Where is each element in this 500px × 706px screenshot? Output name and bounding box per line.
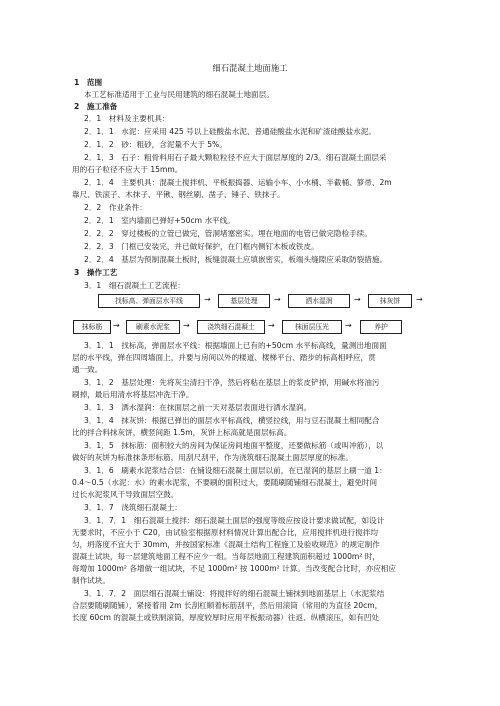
paragraph: 2．1．3 石子：粗骨料用石子最大颗粒粒径不应大于面层厚度的 2/3。细石混凝土面层采	[84, 153, 387, 162]
flow-step-box: 抹标筋	[73, 320, 111, 334]
paragraph: 层的水平线，弹在四周墙面上，并要与房间以外的楼道、楼梯平台、踏步的标高相呼应，贯	[72, 353, 376, 362]
paragraph: 2．2．4 基层为预制混凝土板时，板缝混凝土应填嵌密实，板端头缝隙应采取防裂措施。	[84, 255, 388, 264]
paragraph: 3．1．3 洒水湿润：在抹面层之前一天对基层表面进行洒水湿润。	[84, 403, 312, 412]
flow-step-box: 浇筑细石混凝土	[197, 320, 265, 334]
paragraph: 3．1．6 刷素水泥浆结合层：在铺设细石混凝土面层以前，在已湿润的基层上刷一道 1：	[84, 466, 387, 475]
flow-step-box: 抹面层压光	[282, 320, 342, 334]
flow-step-box: 洒水湿润	[288, 294, 350, 308]
flow-arrow-icon: →	[183, 321, 190, 330]
flow-arrow-icon: →	[416, 295, 423, 304]
subsection-heading: 2．1 材料及主要机具：	[84, 114, 170, 123]
paragraph: 2．2．1 室内墙面已弹好+50cm 水平线。	[84, 216, 235, 225]
flow-arrow-icon: →	[113, 321, 120, 330]
paragraph: 2．1．2 砂：粗砂，含泥量不大于 5%。	[84, 140, 227, 149]
flow-arrow-icon: →	[274, 295, 281, 304]
paragraph: 靠尺、铁滚子、木抹子、平锹、钢丝刷、凿子、锤子、铁抹子。	[72, 190, 285, 199]
paragraph: 3．1．4 抹灰饼：根据已弹出的面层水平标高线，横竖拉线，用与豆石混凝土相同配合	[84, 416, 380, 425]
section-heading: 3 操作工艺	[74, 268, 118, 277]
flow-arrow-icon: →	[268, 321, 275, 330]
paragraph: 匀，坍落度不宜大于 30mm，并按国家标准《混凝土结构工程施工及验收规范》的规定制作	[72, 540, 380, 549]
paragraph: 3．1．2 基层处理：先将灰尘清扫干净，然后将粘在基层上的浆皮铲掉，用碱水将油污	[84, 378, 380, 387]
paragraph: 通一致。	[72, 365, 103, 374]
paragraph: 3．1．7．1 细石混凝土搅拌：细石混凝土面层的强度等级应按设计要求做试配，如设计	[84, 516, 385, 525]
paragraph: 用的石子粒径不应大于 15mm。	[72, 165, 183, 174]
paragraph: 比的拌合料抹灰饼，横竖间距 1.5m，灰饼上标高就是面层标高。	[72, 428, 292, 437]
section-heading: 1 范围	[74, 78, 103, 87]
paragraph: 2．1．4 主要机具：混凝土搅拌机、平板振捣器、运输小车、小水桶、半截桶、箩帚、2m	[84, 178, 392, 187]
paragraph: 混凝土试块，每一层建筑地面工程不应少一组。当每层地面工程建筑面积超过 1000m² 时，	[72, 552, 380, 561]
subsection-heading: 3．1 细石混凝土工艺流程：	[84, 281, 185, 290]
paragraph: 制作试块。	[72, 576, 110, 585]
section-heading: 2 施工准备	[74, 102, 118, 111]
flow-step-box: 找标高、弹面层水平线	[98, 294, 200, 308]
paragraph: 2．2．3 门框已安装完，并已做好保护，在门框内侧钉木板或铁皮。	[84, 242, 319, 251]
flow-step-box: 抹灰饼	[368, 294, 412, 308]
paragraph: 3．1．5 抹标筋：面积较大的房间为保证房间地面平整度，还要做标筋（或叫冲筋），以	[84, 441, 384, 450]
flow-arrow-icon: →	[354, 295, 361, 304]
page-title: 细石混凝土地面施工	[212, 63, 288, 73]
subsection-heading: 2．2 作业条件：	[84, 203, 147, 212]
flow-step-box: 养护	[360, 320, 402, 334]
paragraph: 刷掉，最后用清水将基层冲洗干净。	[72, 390, 194, 399]
paragraph: 做好的灰饼为标准抹条形标筋，用刮尺刮平，作为浇筑细石混凝土面层厚度的标准。	[72, 453, 353, 462]
paragraph: 2．1．1 水泥：应采用 425 号以上硅酸盐水泥、普通硅酸盐水泥和矿渣硅酸盐水泥。	[84, 127, 376, 136]
paragraph: 本工艺标准适用于工业与民用建筑的细石混凝土地面层。	[84, 90, 274, 99]
paragraph: 过长水泥浆风干导致面层空鼓。	[72, 490, 179, 499]
paragraph: 0.4～0.5（水泥：水）的素水泥浆，不要刷的面积过大，要随刷随铺细石混凝土，避免时间	[72, 478, 378, 487]
paragraph: 每增加 1000m² 各增做一组试块，不足 1000m² 按 1000m² 计算。当改变配合比时，亦应相应	[72, 564, 396, 573]
flow-step-box: 刷素水泥浆	[126, 320, 180, 334]
paragraph: 无要求时，不应小于 C20，由试验室根据原材料情况计算出配合比，应用搅拌机进行搅拌均	[72, 528, 378, 537]
paragraph: 长度 60cm 的混凝土或铁制滚筒，厚度较厚时应用平板振动器）往返、纵横滚压，如有凹处	[72, 613, 380, 622]
paragraph: 3．1．7 浇筑细石混凝土：	[84, 503, 183, 512]
flow-step-box: 基层处理	[218, 294, 270, 308]
flow-arrow-icon: →	[204, 295, 211, 304]
paragraph: 合层要随刷随铺），紧接着用 2m 长刮杠顺着标筋刮平，然后用滚筒（常用的为直径 20cm，	[72, 601, 383, 610]
paragraph: 3．1．7．2 面层细石混凝土铺设：将搅拌好的细石混凝土铺抹到地面基层上（水泥浆结	[84, 589, 385, 598]
flow-arrow-icon: →	[345, 321, 352, 330]
paragraph: 3．1．1 找标高，弹面层水平线：根据墙面上已有的+50cm 水平标高线，量测出地面面	[84, 341, 387, 350]
paragraph: 2．2．2 穿过楼板的立管已做完，管洞堵塞密实。埋在地面的电管已做完隐检手续。	[84, 229, 372, 238]
